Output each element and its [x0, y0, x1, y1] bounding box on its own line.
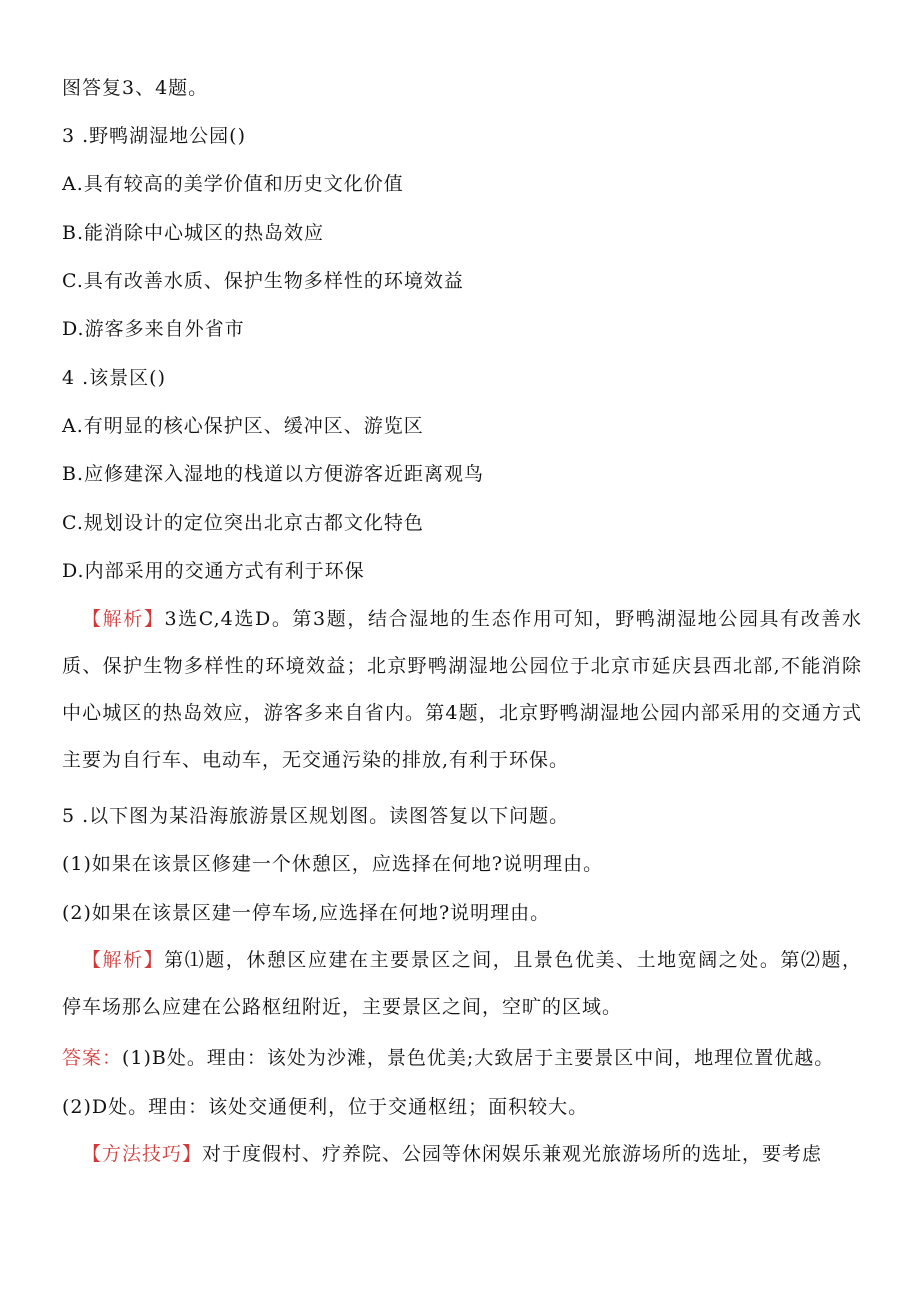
question-intro: 图答复3、4题。 [62, 77, 209, 99]
question-4-option-d: D.内部采用的交通方式有利于环保 [62, 560, 365, 582]
question-3-stem: 3 .野鸭湖湿地公园() [62, 125, 246, 147]
question-5-sub-1: (1)如果在该景区修建一个休憩区，应选择在何地?说明理由。 [62, 853, 604, 875]
question-4-option-c: C.规划设计的定位突出北京古都文化特色 [62, 512, 424, 534]
question-4-stem: 4 .该景区() [62, 367, 166, 389]
analysis-label: 【解析】 [82, 608, 165, 630]
method-tip-paragraph [62, 1131, 862, 1178]
answer-line-2: (2)D处。理由：该处交通便利，位于交通枢纽；面积较大。 [62, 1096, 589, 1118]
question-3-option-d: D.游客多来自外省市 [62, 318, 245, 340]
answer-line-1 [62, 1046, 862, 1070]
analysis-text: 3选C,4选D。第3题，结合湿地的生态作用可知，野鸭湖湿地公园具有改善水质、保护生物多样性的环境效益；北京野鸭湖湿地公园位于北京市延庆县西北部,不能消除中心城区的热岛效应，游客多来自省内。第4题，北京野鸭湖湿地公园内部采用的交通方式主要为自行车、电动车，无交通污染的排放,有利于环保。 [62, 608, 862, 771]
method-tip-text: 对于度假村、疗养院、公园等休闲娱乐兼观光旅游场所的选址，要考虑 [202, 1143, 823, 1165]
question-5-sub-2: (2)如果在该景区建一停车场,应选择在何地?说明理由。 [62, 902, 551, 924]
question-5-stem: 5 .以下图为某沿海旅游景区规划图。读图答复以下问题。 [62, 805, 570, 827]
question-3-option-c: C.具有改善水质、保护生物多样性的环境效益 [62, 270, 464, 292]
question-3-option-b: B.能消除中心城区的热岛效应 [62, 222, 325, 244]
answer-label: 答案： [62, 1047, 123, 1069]
question-3-option-a: A.具有较高的美学价值和历史文化价值 [62, 173, 404, 195]
analysis-paragraph-1 [62, 596, 862, 784]
question-4-option-b: B.应修建深入湿地的栈道以方便游客近距离观鸟 [62, 463, 485, 485]
method-tip-label: 【方法技巧】 [82, 1143, 203, 1165]
analysis-label: 【解析】 [82, 949, 165, 971]
question-4-option-a: A.有明显的核心保护区、缓冲区、游览区 [62, 415, 424, 437]
analysis-text: 第⑴题，休憩区应建在主要景区之间，且景色优美、土地宽阔之处。第⑵题，停车场那么应建在公路枢纽附近，主要景区之间，空旷的区域。 [62, 949, 862, 1018]
answer-text-1: (1)B处。理由：该处为沙滩，景色优美;大致居于主要景区中间，地理位置优越。 [122, 1047, 835, 1069]
analysis-paragraph-2 [62, 937, 862, 1031]
